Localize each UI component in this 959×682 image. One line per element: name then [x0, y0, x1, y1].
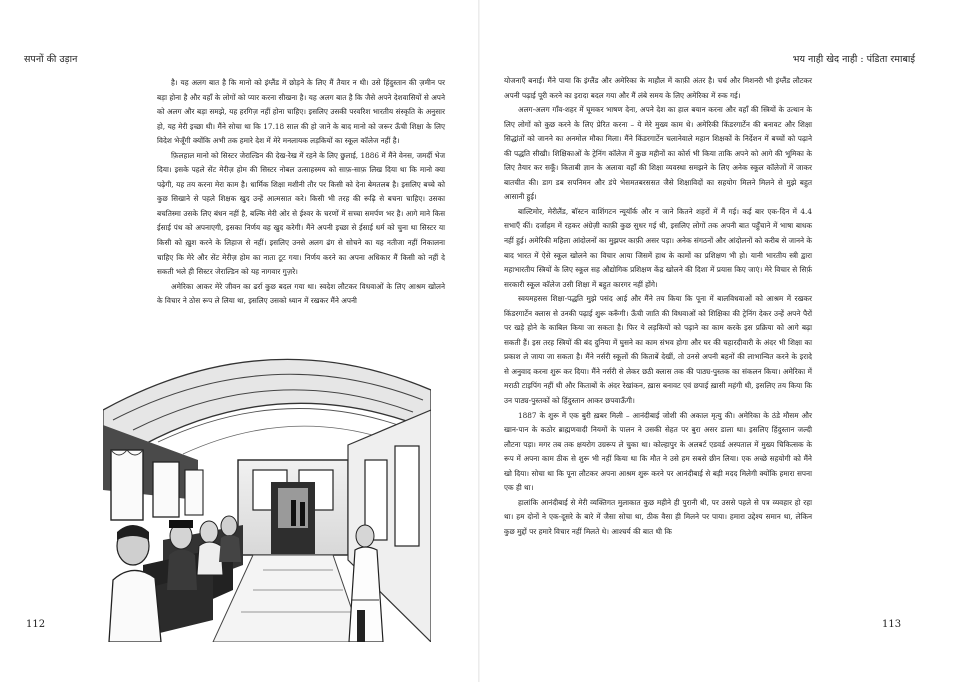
left-paragraph: फ़िलहाल मानो को सिस्टर जेराल्डिन की देख-रेख में रहने के लिए छुलाई, 1886 में मैंने वेनस, जमर्दी भेज दिया। इसके पहले सेंट मेरीज़ होम की सिस्टर नोबल उत्साहस्मय को साफ़-साफ़ लिख दिया था कि मानो क्या पढ़ेगी, यह तय करना मेरा काम है। धार्मिक शिक्षा मशीनी तौर पर किसी को देना बेमतलब है। इसलिए बच्चे को कुछ सिखाने से पहले शिक्षक खुद उन्हें आत्मसात करे। किसी भी तरह की रूढ़ि से बचना चाहिए। उसका बचतिस्मा उसके लिए बंधन नहीं है, बल्कि मेरी ओर से ईश्वर के चरणों में सच्चा समर्पण भर है। आगे माने किस ईसाई पंथ को अपनाएगी, इसका निर्णय वह खुद करेगी। मैंने अपनी इच्छा से ईसाई धर्म को चुना था सिस्टर या किसी को ख़ुश करने के लिहाज से नहीं। इसलिए उनसे अलग ढंग से सोचने का यह नतीजा नहीं निकालना चाहिए कि मेरे और सेंट मेरीज़ होम का नाता टूट गया। निर्णय करने का अपना अधिकार मैं किसी को नहीं दे सकती भले ही सिस्टर जेराल्डिन को यह नागवार गुज़रे। [157, 150, 445, 277]
left-page [0, 0, 479, 682]
right-paragraph: स्वयमहसस शिक्षा-पद्धति मुझे पसंद आई और मैंने तय किया कि पूना में बालविधवाओं को आश्रम में रखकर किंडरगार्टेन क्लास से उनकी पढ़ाई शुरू करूँगी। ऊँची जाति की विधवाओं को शिक्षिका की ट्रेनिंग देकर उन्हें अपने पैरों पर खड़े होने के काबिल किया जा सकता है। फिर ये लड़कियों को पढ़ाने का काम करके इस प्रक्रिया को आगे बढ़ा सकती हैं। इस तरह स्त्रियों की बंद दुनिया में घुसने का काम संभव होगा और घर की चहारदीवारी के अंदर भी शिक्षा का प्रकाश ले जाया जा सकता है। मैंने नर्सरी स्कूलों की किताबें देखीं, तो उनसे अपनी बहनों की लाभान्वित करने के इरादे से अनुवाद करना शुरू कर दिया। मैंने नर्सरी से लेकर छठी क्लास तक की पाठ्य-पुस्तक का संकलन किया। अमेरिका में मराठी टाइपिंग नहीं थी और किताबों के अंदर रेखांकन, ख़ास बनावट एवं छपाई ख़ासी महंगी थी, इसलिए तय किया कि उन पाठ्य-पुस्तकों को हिंदुस्तान आकर छपवाऊँगी। [504, 294, 812, 406]
right-page-number: 113 [882, 619, 902, 630]
right-paragraph: अलग-अलग गाँव-शहर में घूमकर भाषण देना, अपने देश का हाल बयान करना और वहाँ की स्त्रियों के उत्थान के लिए लोगों को कुछ करने के लिए प्रेरित करना – ये मेरे मुख्य काम थे। अमेरिकी किंडरगार्टेन की बनावट और शिक्षा सिद्धांतों को जानने का अनमोल मौका मिला। मैंने किंडरगार्टेन चलानेवाले महान शिक्षकों के निर्देशन में बच्चों को पढ़ाने की पद्धति सीखी। शिक्षिकाओं के ट्रेनिंग कॉलेज में कुछ महीनों का कोर्स भी किया ताकि अपने को आगे की भूमिका के लिए तैयार कर सकूँ। किताबी ज्ञान के अलावा वहाँ की शिक्षा व्यवस्था समझने के लिए अनेक स्कूल कॉलेजों में जाकर बातचीत की। डाग डब सपनिमन और डंपे भेसमतबरससत जैसे शिक्षाविदों का सहयोग मिलने मिलने से मुझे बहुत आसानी हुई। [504, 105, 812, 202]
left-paragraph: है। यह अलग बात है कि मानो को इंग्लैंड में छोड़ने के लिए मैं तैयार न थी। उसे हिंदुस्तान की ज़मीन पर बड़ा होना है और वहाँ के लोगों को प्यार करना सीखना है। यह अलग बात है कि जैसे अपने देशवासियों से अपने को अलग और बड़ा समझे, यह हरगिज़ नहीं होना चाहिए। इसलिए उसकी परवरिश भारतीय संस्कृति के अनुसार हो, यह मेरी इच्छा थी। मैंने सोचा था कि 17.18 साल की हो जाने के बाद मानो को जरूर ऊँची शिक्षा के लिए विदेश भेजूँगी क्योंकि अभी तक हमारे देश में मेरे मनलायक लड़कियों का स्कूल कॉलेज नहीं है। [157, 78, 445, 146]
train-carriage-drawing [103, 350, 431, 642]
right-paragraph: 1887 के शुरू में एक बुरी ख़बर मिली – आनंदीबाई जोशी की अकाल मृत्यु की। अमेरिका के ठंडे मौसम और खान-पान के कठोर ब्राह्मणवादी नियमों के पालन ने उसकी सेहत पर बुरा असर डाला था। इसलिए हिंदुस्तान जल्दी लौटना पड़ा। मगर तब तक क्षयरोग उग्ररूप ले चुका था। कोल्हापुर के अलबर्ट एडवर्ड अस्पताल में मुख्य चिकित्सक के रूप में अपना काम ठीक से शुरू भी नहीं किया था कि मौत ने उसे हम सबसे छीन लिया। एक अच्छे सहयोगी को मैंने खो दिया। सोचा था कि पूना लौटकर अपना आश्रम शुरू करने पर आनंदीबाई से बड़ी मदद मिलेगी क्योंकि हमारा सपना एक ही था। [504, 410, 812, 493]
right-running-head: भय नाही खेद नाही : पंडिता रमाबाई [792, 54, 915, 65]
right-paragraph: बाल्टिमोर, मेरीलैंड, बॉस्टन वाशिंगटन न्यूयॉर्क और न जाने कितने शहरों में मैं गई। कई बार एक-दिन में 4.4 सभाएँ कीं। दर्जाहम में रहकर अंग्रेज़ी काफ़ी कुछ सुधर गई थी, इसलिए लोगों तक अपनी बात पहुँचाने में भाषा बाधक नहीं हुई। अमेरिकी महिला आंदोलनों का मुझपर काफ़ी असर पड़ा। अनेक संगठनों और आंदोलनों को करीब से जानने के बाद भारत में ऐसे स्कूल खोलने का विचार आया जिसमें हाथ के कामों का प्रशिक्षण भी हो। यानी भारतीय स्त्री द्वारा महाभारतीय स्त्रियों के लिए स्कूल सह औद्योगिक प्रशिक्षण केंद्र खोलने की दिशा में प्रयास किए जाएं। मेरे विचार से सिर्फ़ सरकारी स्कूल कॉलेज उसी शिक्षा में बहुत कारगर नहीं होंगे। [504, 206, 812, 289]
train-carriage-illustration [103, 350, 431, 642]
right-paragraph: योजनाएँ बनाईं। मैंने पाया कि इंग्लैंड और अमेरिका के माहौल में काफ़ी अंतर है। चर्च और मिशनरी भी इंग्लैंड लौटकर अपनी पढ़ाई पूरी करने का इरादा बदल गया और मैं लंबे समय के लिए अमेरिका में रुक गई। [504, 76, 812, 100]
right-page [480, 0, 959, 682]
left-running-head: सपनों की उड़ान [24, 54, 78, 65]
right-body-text [504, 74, 812, 540]
left-body-text [157, 76, 445, 309]
left-page-number: 112 [26, 619, 46, 630]
left-paragraph: अमेरिका आकर मेरे जीवन का ढर्रा कुछ बदल गया था। स्वदेश लौटकर विधवाओं के लिए आश्रम खोलने के विचार ने ठोस रूप ले लिया था, इसलिए उसको ध्यान में रखकर मैंने अपनी [157, 281, 445, 306]
right-paragraph: हालांकि आनंदीबाई से मेरी व्यक्तिगत मुलाकात कुछ महीने ही पुरानी थी, पर उससे पहले से पत्र व्यवहार हो रहा था। हम दोनों ने एक-दूसरे के बारे में जैसा सोचा था, ठीक वैसा ही मिलने पर पाया। हमारा उद्देश्य समान था, लेकिन कुछ मुद्दों पर हमारे विचार नहीं मिलते थे। आश्चर्य की बात थी कि [504, 497, 812, 536]
